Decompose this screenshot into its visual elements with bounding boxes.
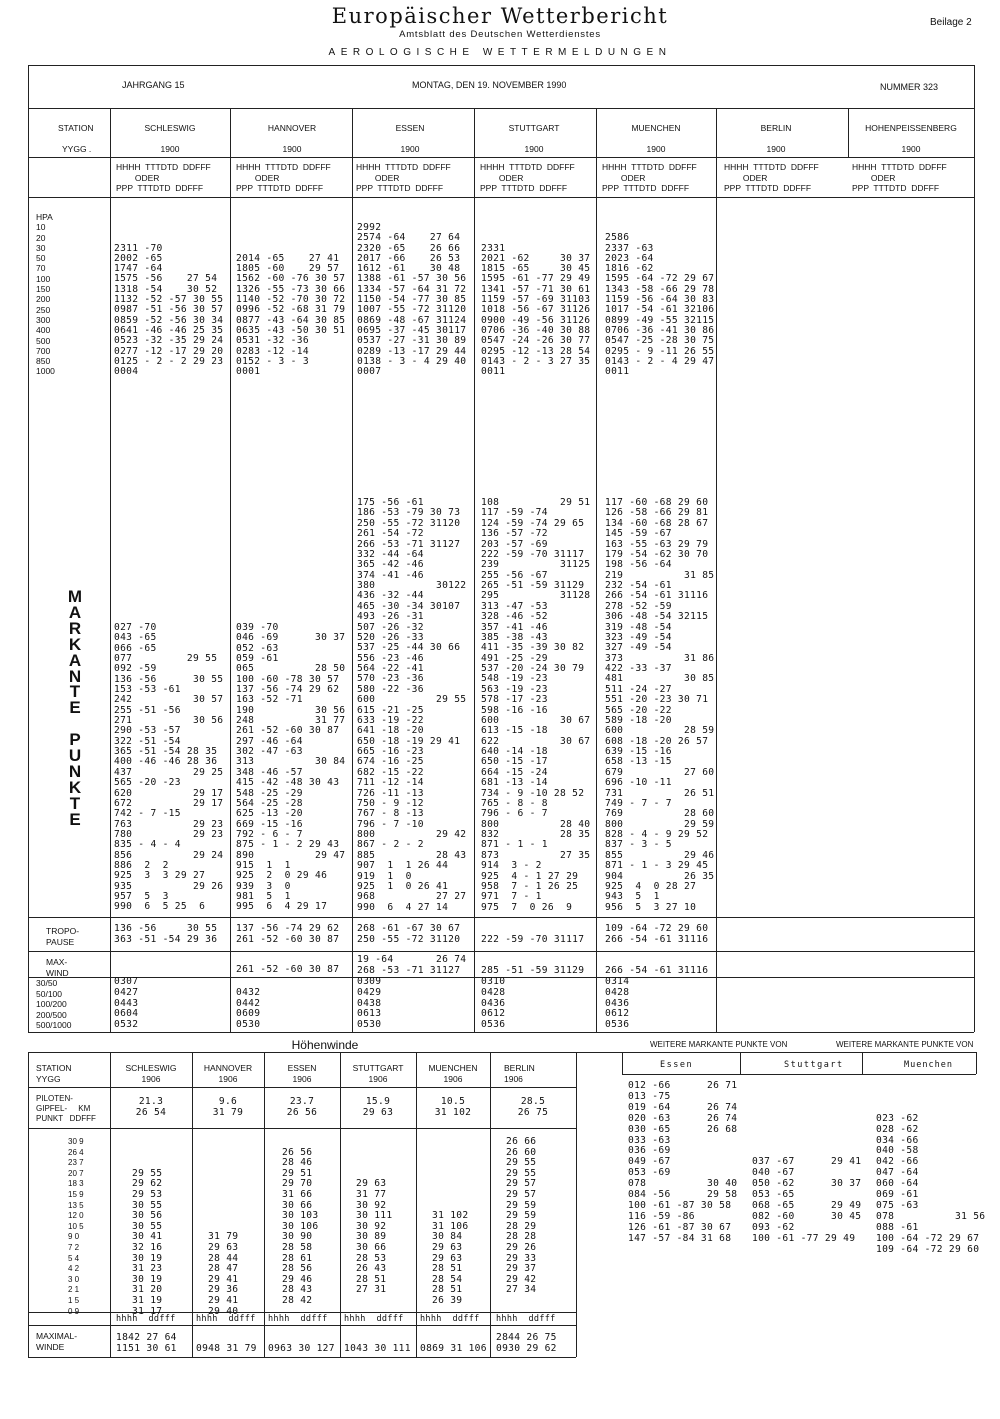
tropopause-label: TROPO- PAUSE bbox=[46, 926, 80, 947]
hpa-levels: HPA 10 20 30 50 70 100 150 200 250 300 400 500 700 850 1000 bbox=[36, 212, 55, 377]
code-header-4: HHHH TTTDTD DDFFF ODER PPP TTTDTD DDFFF bbox=[480, 162, 575, 193]
yygg-label: YYGG . bbox=[62, 144, 92, 154]
hw-winds-5: 26 66 26 60 29 55 29 55 29 57 29 57 29 59 29 59 28 29 28 28 29 26 29 33 29 37 29 42 27 34 bbox=[506, 1136, 537, 1296]
hw-maxlabel-2: hhhh ddfff bbox=[268, 1314, 328, 1324]
hw-gipfel-3: 15.9 29 63 bbox=[362, 1096, 394, 1118]
schleswig-markante-punkte: 027 -70 043 -65 066 -65 077 29 55 092 -59 136 -56 30 55 153 -53 -61 242 30 57 255 -51 -56 271 30 56 290 -53 -57 322 -51 -54 365 -51 -54 28 35 400 -46 -46 28 36 437 29 25 565 -20 -23 620 29 17 672 29 17 742 - 7 -15 763 29 23 780 29 23 835 - 4 - 4 856 29 24 886 2 2 925 3 3 29 27 935 29 26 957 5 3 990 6 5 25 6 bbox=[114, 622, 224, 913]
hw-max-3: 1043 30 111 bbox=[344, 1342, 411, 1354]
section-title: AEROLOGISCHE WETTERMELDUNGEN bbox=[328, 47, 672, 58]
stuttgart-maxwind: 285 -51 -59 31129 bbox=[481, 964, 585, 976]
markante-punkte-label: M A R K A N T E P U N K T E bbox=[67, 587, 83, 829]
time-schleswig: 1900 bbox=[160, 144, 180, 154]
code-header-7: HHHH TTTDTD DDFFF ODER PPP TTTDTD DDFFF bbox=[852, 162, 947, 193]
page-subtitle: Amtsblatt des Deutschen Wetterdienstes bbox=[399, 29, 601, 40]
schleswig-standard-levels: 2311 -70 2002 -65 1747 -64 1575 -56 27 54 1318 -54 30 52 1132 -52 -57 30 55 0987 -51 -56 30 57 0859 -52 -56 30 34 0641 -46 -46 25 35 0523 -32 -35 29 24 0277 -12 -17 29 20 0125 - 2 - 2 29 23 0004 bbox=[114, 242, 224, 378]
weitere-heading-1: WEITERE MARKANTE PUNKTE VON bbox=[650, 1040, 788, 1049]
time-essen: 1900 bbox=[400, 144, 420, 154]
hannover-layers: 0432 0442 0609 0530 bbox=[236, 986, 261, 1031]
date: MONTAG, DEN 19. NOVEMBER 1990 bbox=[412, 80, 567, 90]
page-title: Europäischer Wetterbericht bbox=[331, 4, 669, 28]
muenchen-tropopause: 109 -64 -72 29 60 266 -54 -61 31116 bbox=[605, 923, 709, 945]
essen-tropopause: 268 -61 -67 30 67 250 -55 -72 31120 bbox=[357, 923, 461, 945]
stuttgart-tropopause: 222 -59 -70 31117 bbox=[481, 933, 585, 945]
weitere-muenchen-data: 023 -62 028 -62 034 -66 040 -58 042 -66 047 -64 060 -64 069 -61 075 -63 078 31 56 088 -61 100 -64 -72 29 67 109 -64 -72 29 60 bbox=[876, 1112, 986, 1255]
time-berlin: 1900 bbox=[766, 144, 786, 154]
hw-station-2: ESSEN 1906 bbox=[287, 1063, 317, 1084]
maxwind-label: MAX- WIND bbox=[46, 957, 69, 978]
weitere-stuttgart-name: Stuttgart bbox=[784, 1060, 844, 1070]
hw-max-2: 0963 30 127 bbox=[268, 1342, 335, 1354]
hannover-maxwind: 261 -52 -60 30 87 bbox=[236, 964, 340, 975]
station-muenchen: MUENCHEN bbox=[631, 123, 681, 133]
station-stuttgart: STUTTGART bbox=[508, 123, 560, 133]
hw-maximal-label: MAXIMAL- WINDE bbox=[36, 1331, 78, 1352]
time-muenchen: 1900 bbox=[646, 144, 666, 154]
station-label: STATION bbox=[58, 123, 94, 133]
hw-maxlabel-1: hhhh ddfff bbox=[196, 1314, 256, 1324]
station-hohenpeissenberg: HOHENPEISSENBERG bbox=[865, 123, 957, 133]
hoehenwinde-title: Höhenwinde bbox=[291, 1038, 359, 1052]
muenchen-maxwind: 266 -54 -61 31116 bbox=[605, 964, 709, 976]
hw-station-3: STUTTGART 1906 bbox=[352, 1063, 404, 1084]
hw-winds-2: 26 56 28 46 29 51 29 70 31 66 30 66 30 103 30 106 30 90 28 58 28 61 28 56 29 46 28 43 28 42 bbox=[282, 1146, 319, 1306]
schleswig-tropopause: 136 -56 30 55 363 -51 -54 29 36 bbox=[114, 923, 218, 945]
hw-gipfel-4: 10.5 31 102 bbox=[434, 1096, 472, 1118]
station-berlin: BERLIN bbox=[760, 123, 792, 133]
muenchen-layers: 0314 0428 0436 0612 0536 bbox=[605, 976, 630, 1031]
station-essen: ESSEN bbox=[395, 123, 425, 133]
hw-gipfel-1: 9.6 31 79 bbox=[212, 1096, 244, 1118]
code-header-6: HHHH TTTDTD DDFFF ODER PPP TTTDTD DDFFF bbox=[724, 162, 819, 193]
hw-piloten-label: PILOTEN- GIPFEL- KM PUNKT DDFFF bbox=[36, 1094, 96, 1123]
weitere-heading-2: WEITERE MARKANTE PUNKTE VON bbox=[836, 1040, 974, 1049]
hw-max-0: 1842 27 64 1151 30 61 bbox=[116, 1332, 177, 1354]
essen-layers: 0309 0429 0438 0613 0530 bbox=[357, 976, 382, 1031]
essen-markante-punkte: 175 -56 -61 186 -53 -79 30 73 250 -55 -72 31120 261 -54 -72 266 -53 -71 31127 332 -44 -64 365 -42 -46 374 -41 -46 380 30122 436 -32 -44 465 -30 -34 30107 493 -26 -31 507 -26 -32 520 -26 -33 537 -25 -44 30 66 556 -23 -46 564 -22 -41 570 -23 -36 580 -22 -36 600 29 55 615 -21 -25 633 -19 -22 641 -18 -20 650 -18 -19 29 41 665 -16 -23 674 -16 -25 682 -15 -22 711 -12 -14 726 -11 -13 750 - 9 -12 767 - 8 -13 796 - 7 -10 800 29 42 867 - 2 - 2 885 28 43 907 1 1 26 44 919 1 0 925 1 0 26 41 968 27 27 990 6 4 27 14 bbox=[357, 497, 467, 913]
hw-gipfel-5: 28.5 26 75 bbox=[517, 1096, 549, 1118]
time-hannover: 1900 bbox=[282, 144, 302, 154]
hannover-standard-levels: 2014 -65 27 41 1805 -60 29 57 1562 -60 -76 30 57 1326 -55 -73 30 66 1140 -52 -70 30 72 0996 -52 -68 31 79 0877 -43 -64 30 85 0635 -43 -50 30 51 0531 -32 -36 0283 -12 -14 0152 - 3 - 3 0001 bbox=[236, 252, 346, 378]
hw-max-5: 2844 26 75 0930 29 62 bbox=[496, 1332, 557, 1354]
stuttgart-standard-levels: 2331 2021 -62 30 37 1815 -65 30 45 1595 -61 -77 29 49 1341 -57 -71 30 61 1159 -57 -69 31103 1018 -56 -67 31126 0900 -49 -56 31126 0706 -36 -40 30 88 0547 -24 -26 30 77 0295 -12 -13 28 54 0143 - 2 - 3 27 35 0011 bbox=[481, 242, 591, 378]
hw-station-4: MUENCHEN 1906 bbox=[428, 1063, 478, 1084]
muenchen-markante-punkte: 117 -60 -68 29 60 126 -58 -66 29 81 134 -60 -68 28 67 145 -59 -67 163 -55 -63 29 79 179 -54 -62 30 70 198 -56 -64 219 31 85 232 -54 -61 266 -54 -61 31116 278 -52 -59 306 -48 -54 32115 319 -48 -54 323 -49 -54 327 -49 -54 373 31 86 422 -33 -37 481 30 85 511 -24 -27 551 -20 -23 30 71 565 -20 -22 589 -18 -20 600 28 59 608 -18 -20 26 57 639 -15 -16 658 -13 -15 679 27 60 696 -10 -11 731 26 51 749 - 7 - 7 769 28 60 800 29 59 828 - 4 - 9 29 52 837 - 3 - 5 855 29 46 871 - 1 - 3 29 45 904 26 35 925 4 0 28 27 943 5 1 956 5 3 27 10 bbox=[605, 497, 715, 913]
weitere-stuttgart-data: 037 -67 29 41 040 -67 050 -62 30 37 053 -65 068 -65 29 49 082 -60 30 45 093 -62 100 -61 -77 29 49 bbox=[752, 1156, 862, 1244]
code-header-1: HHHH TTTDTD DDFFF ODER PPP TTTDTD DDFFF bbox=[116, 162, 211, 193]
code-header-2: HHHH TTTDTD DDFFF ODER PPP TTTDTD DDFFF bbox=[236, 162, 331, 193]
hw-station-1: HANNOVER 1906 bbox=[203, 1063, 253, 1084]
beilage-label: Beilage 2 bbox=[930, 17, 972, 28]
muenchen-standard-levels: 2586 2337 -63 2023 -64 1816 -62 1595 -64 -72 29 67 1343 -58 -66 29 78 1159 -56 -64 30 83 1017 -54 -61 32106 0899 -49 -55 32115 0706 -36 -41 30 86 0547 -25 -28 30 75 0295 - 9 -11 26 55 0143 - 2 - 4 29 47 0011 bbox=[605, 232, 715, 378]
hw-gipfel-0: 21.3 26 54 bbox=[135, 1096, 167, 1118]
time-hohenpeissenberg: 1900 bbox=[901, 144, 921, 154]
hw-maxlabel-3: hhhh ddfff bbox=[344, 1314, 404, 1324]
hannover-tropopause: 137 -56 -74 29 62 261 -52 -60 30 87 bbox=[236, 923, 340, 945]
hw-maxlabel-5: hhhh ddfff bbox=[496, 1314, 556, 1324]
weitere-essen-name: Essen bbox=[660, 1060, 694, 1070]
hw-gipfel-2: 23.7 26 56 bbox=[286, 1096, 318, 1118]
hw-maxlabel-4: hhhh ddfff bbox=[420, 1314, 480, 1324]
code-header-5: HHHH TTTDTD DDFFF ODER PPP TTTDTD DDFFF bbox=[602, 162, 697, 193]
hw-winds-1: 31 79 29 63 28 44 28 47 29 41 29 36 29 41 29 40 bbox=[208, 1231, 239, 1317]
stuttgart-layers: 0310 0428 0436 0612 0536 bbox=[481, 976, 506, 1031]
station-schleswig: SCHLESWIG bbox=[144, 123, 196, 133]
essen-standard-levels: 2992 2574 -64 27 64 2320 -65 26 66 2017 -66 26 53 1612 -61 30 48 1388 -61 -57 30 56 1334 -57 -64 31 72 1150 -54 -77 30 85 1007 -55 -72 31120 0869 -48 -67 31124 0695 -37 -45 30117 0537 -27 -31 30 89 0289 -13 -17 29 44 0138 - 3 - 4 29 40 0007 bbox=[357, 222, 467, 378]
hw-winds-0: 29 55 29 62 29 53 30 55 30 56 30 55 30 41 32 16 30 19 31 23 30 19 31 20 31 19 31 17 bbox=[132, 1167, 163, 1317]
hw-levels: 30 9 26 4 23 7 20 7 18 3 15 9 13 5 12 0 10 5 9 0 7 2 5 4 4 2 3 0 2 1 1 5 0 9 bbox=[68, 1137, 84, 1316]
nummer: NUMMER 323 bbox=[880, 82, 939, 92]
weitere-essen-data: 012 -66 26 71 013 -75 019 -64 26 74 020 -63 26 74 030 -65 26 68 033 -63 036 -69 049 -67 053 -69 078 30 40 084 -56 29 58 100 -61 -87 30 58 116 -59 -86 126 -61 -87 30 67 147 -57 -84 31 68 bbox=[628, 1080, 738, 1244]
station-hannover: HANNOVER bbox=[267, 123, 317, 133]
time-stuttgart: 1900 bbox=[524, 144, 544, 154]
hannover-markante-punkte: 039 -70 046 -69 30 37 052 -63 059 -61 065 28 50 100 -60 -78 30 57 137 -56 -74 29 62 163 -52 -71 190 30 56 248 31 77 261 -52 -60 30 87 297 -46 -64 302 -47 -63 313 30 84 348 -46 -57 415 -42 -48 30 43 548 -25 -29 564 -25 -28 625 -13 -20 669 -15 -16 792 - 6 - 7 875 - 1 - 2 29 43 890 29 47 915 1 1 925 2 0 29 46 939 3 0 981 5 1 995 6 4 29 17 bbox=[236, 622, 346, 913]
hw-maxlabel-0: hhhh ddfff bbox=[116, 1314, 176, 1324]
stuttgart-markante-punkte: 108 29 51 117 -59 -74 124 -59 -74 29 65 136 -57 -72 203 -57 -69 222 -59 -70 31117 239 31125 255 -56 -67 265 -51 -59 31129 295 31128 313 -47 -53 328 -46 -52 357 -41 -46 385 -38 -43 411 -35 -39 30 82 491 -25 -29 537 -20 -24 30 79 548 -19 -23 563 -19 -23 578 -17 -23 598 -16 -16 600 30 67 613 -15 -18 622 30 67 640 -14 -18 650 -15 -17 664 -15 -24 681 -13 -14 734 - 9 -10 28 52 765 - 8 - 8 796 - 6 - 7 800 28 40 832 28 35 871 - 1 - 1 873 27 35 914 3 - 2 925 4 - 1 27 29 958 7 - 1 26 25 971 7 - 1 975 7 0 26 9 bbox=[481, 497, 591, 913]
hw-max-1: 0948 31 79 bbox=[196, 1342, 257, 1354]
hw-max-4: 0869 31 106 bbox=[420, 1342, 487, 1354]
hw-winds-4: 31 102 31 106 30 84 29 63 29 63 28 51 28 54 28 51 26 39 bbox=[432, 1210, 469, 1306]
essen-maxwind: 19 -64 26 74 268 -53 -71 31127 bbox=[357, 954, 467, 976]
hw-station-label: STATION YYGG bbox=[36, 1063, 72, 1084]
layers-label: 30/50 50/100 100/200 200/500 500/1000 bbox=[36, 978, 72, 1030]
weitere-muenchen-name: Muenchen bbox=[904, 1060, 953, 1070]
hw-winds-3: 29 63 31 77 30 92 30 111 30 92 30 89 30 66 28 53 26 43 28 51 27 31 bbox=[356, 1178, 393, 1296]
hw-station-0: SCHLESWIG 1906 bbox=[125, 1063, 177, 1084]
hw-station-5: BERLIN 1906 bbox=[504, 1063, 535, 1084]
code-header-3: HHHH TTTDTD DDFFF ODER PPP TTTDTD DDFFF bbox=[356, 162, 451, 193]
schleswig-layers: 0307 0427 0443 0604 0532 bbox=[114, 976, 139, 1031]
jahrgang: JAHRGANG 15 bbox=[122, 80, 185, 90]
